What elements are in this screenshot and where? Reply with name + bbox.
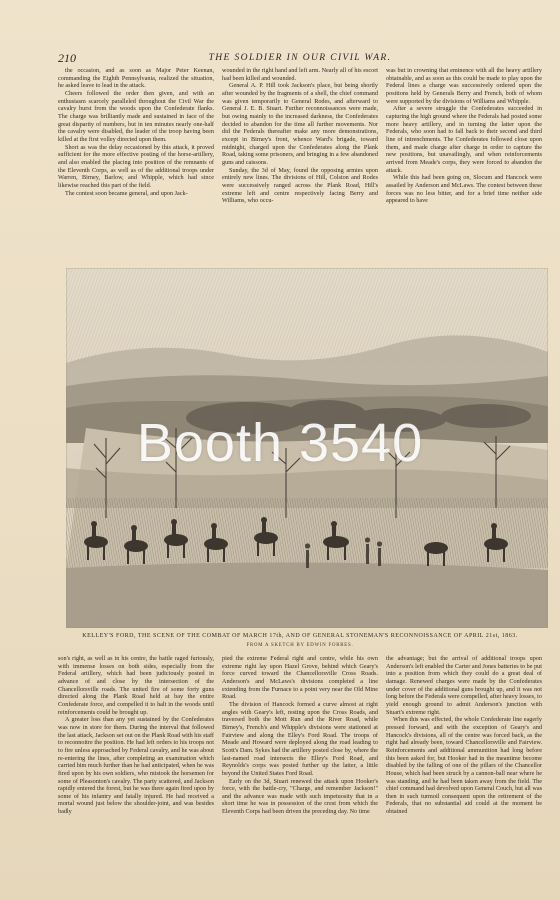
paragraph: pied the extreme Federal right and centre, while his own extreme right lay upon Hazel Grove, behind which Geary's force curved toward the Chancellorsville Cross Roads. Anderson's and McLaws's divisions completed a line extending from the Furnace to a point very near the Old Mine Road. [222,655,378,701]
paragraph: wounded in the right hand and left arm. Nearly all of his escort had been killed and wounded. [222,67,378,82]
text-column-right [386,67,542,249]
paragraph: When this was effected, the whole Confederate line eagerly pressed forward, and with the exception of Geary's and Hancock's divisions, all of the centre was forced back, as the right had already been, toward Chancellorsville and Fairview. Reinforcements and additional ammunition had long before this been asked for, but Hooker had in the meantime become disabled by the falling of one of the pillars of the Chancellor House, which had been struck by a cannon-ball near where he was standing, and he had been taken away from the field. The chief command had devolved upon General Couch, but all was then in such turmoil consequent upon the retirement of the Federals, that no substantial aid could at the moment be obtained [386,716,542,816]
page-header [58,51,542,65]
paragraph: Early on the 3d, Stuart renewed the attack upon Hooker's force, with the battle-cry, "Charge, and remember Jackson!" and the advance was made with such impetuosity that in a short time he was in possession of the crest from which the Eleventh Corps had been driven the preceding day. No time [222,777,378,816]
paragraph: The division of Hancock formed a curve almost at right angles with Geary's left, resting upon the Cross Roads, and traversed both the Mott Run and the River Road, while Birney's, French's and Whipple's divisions were stationed at Fairview and along the Elley's Ford Road. The troops of Meade and Howard were deployed along the road leading to Scott's Dam. Sykes had the artillery posted close by, where the last-named road intersects the Elley's Ford Road, and Reynolds's corps was posted further up the latter, a little beyond the United States Ford Road. [222,700,378,777]
paragraph: the advantage; but the arrival of additional troops upon Anderson's left enabled the Carter and Jones batteries to be put into a position from which they could do a great deal of damage. Renewed charges were made by the Confederates under cover of the additional guns brought up, and it was not long before the Federals were compelled, after heavy losses, to yield enough ground to admit Anderson's junction with Stuart's extreme right. [386,655,542,716]
text-column-middle [222,67,378,249]
illustration-caption: KELLEY'S FORD, THE SCENE OF THE COMBAT OF MARCH 17th, AND OF GENERAL STONEMAN'S RECONNOISSANCE OF APRIL 21st, 1863. [82,633,518,639]
paragraph: the occasion, and as soon as Major Peter Keenan, commanding the Eighth Pennsylvania, realized the situation, he asked leave to lead in the attack. [58,67,214,90]
paragraph: Cheers followed the order then given, and with an enthusiasm scarcely paralleled throughout the Civil War the cavalry burst from the woods upon the Confederate flanks. The charge was brilliantly made and sustained in face of the great disparity of numbers, but in ten minutes nearly one-half the cavalry were disabled, the leader of the troop having been killed at the first volley directed upon them. [58,89,214,143]
paragraph: The contest soon became general, and upon Jack- [65,189,188,197]
text-column-middle [222,655,378,895]
paragraph: son's right, as well as in his centre, the battle raged furiously, with immense losses on both sides, especially from the Federal artillery, which had been judiciously posted in advance of and close by the intersection of the Chancellorsville roads. The united fire of some forty guns directed along the Plank Road held at bay the entire Confederate force, and compelled it to halt in the woods until reinforcements could be brought up. [58,655,214,716]
watermark-text: Booth 3540 [136,413,424,473]
text-column-left [58,67,214,249]
paragraph: While this had been going on, Slocum and Hancock were assailed by Anderson and McLaws. The contest between these forces was no less bitter, and for a brief time neither side appeared to have [386,174,542,205]
paragraph: Sunday, the 3d of May, found the opposing armies upon entirely new lines. The divisions of Hill, Colston and Rodes were successively ranged across the Plank Road, Hill's extreme left and centre respectively facing Berry and Williams, who occu- [222,166,378,205]
text-column-left [58,655,214,895]
paragraph: A greater loss than any yet sustained by the Confederates was now in store for them. During the interval that followed the last attack, Jackson set out on the Plank Road with his staff to reconnoitre the position. He had left orders to his troops not to fire unless approached by Federal cavalry, and he was about re-entering the lines, after completing an examination which carried him much further than he had anticipated, when he was fired upon by his own soldiers, who mistook the horsemen for some of Pleasonton's cavalry. The party scattered, and Jackson rapidly entered the forest, but he was there again fired upon by some of his infantry and fatally injured. He had received a mortal wound just below the shoulder-joint, and was besides badly [58,716,214,816]
top-text-columns [58,67,542,249]
paragraph: After a severe struggle the Confederates succeeded in capturing the high ground where the Federals had posted some more heavy artillery, and in turning the latter upon the Federals, who soon had to fall back to their second and third line of intrenchments. The Confederates followed close upon them, and made charge after charge in order to capture the new positions, but unavailingly, and when reinforcements arrived from Meade's corps, they were forced to abandon the attack. [386,105,542,174]
paragraph: was but in crowning that eminence with all the heavy artillery obtainable, and as soon as this could be made to play upon the Federal lines a charge was successively ordered upon the positions held by Generals Berry and French, both of whom were supported by the divisions of Williams and Whipple. [386,67,542,105]
paragraph: General A. P. Hill took Jackson's place, but being shortly after wounded by the fragments of a shell, the chief command was given temporarily to General Rodes, and afterward to General J. E. B. Stuart. Further reconnoissances were made, but owing mainly to the increased darkness, the Confederates decided to abandon for the time all further movements. Nor did the Federals thereafter make any more demonstrations, except in Birney's front, whence Ward's brigade, toward midnight, charged upon the Confederates along the Plank Road, taking some prisoners, and bringing in a few abandoned guns and caissons. [222,82,378,166]
paragraph: Short as was the delay occasioned by this attack, it proved sufficient for the more effective posting of the horse-artillery, and also enabled the placing into position of the remnants of the Eleventh Corps, as well as of the additional troops under Warren, Birney, Barlow, and Whipple, which had since likewise reached this part of the field. [58,143,214,189]
illustration-credit: FROM A SKETCH BY EDWIN FORBES. [246,643,354,648]
running-title: THE SOLDIER IN OUR CIVIL WAR. [208,53,392,63]
page-number: 210 [58,50,76,65]
text-column-right [386,655,542,895]
bottom-text-columns [58,655,542,895]
